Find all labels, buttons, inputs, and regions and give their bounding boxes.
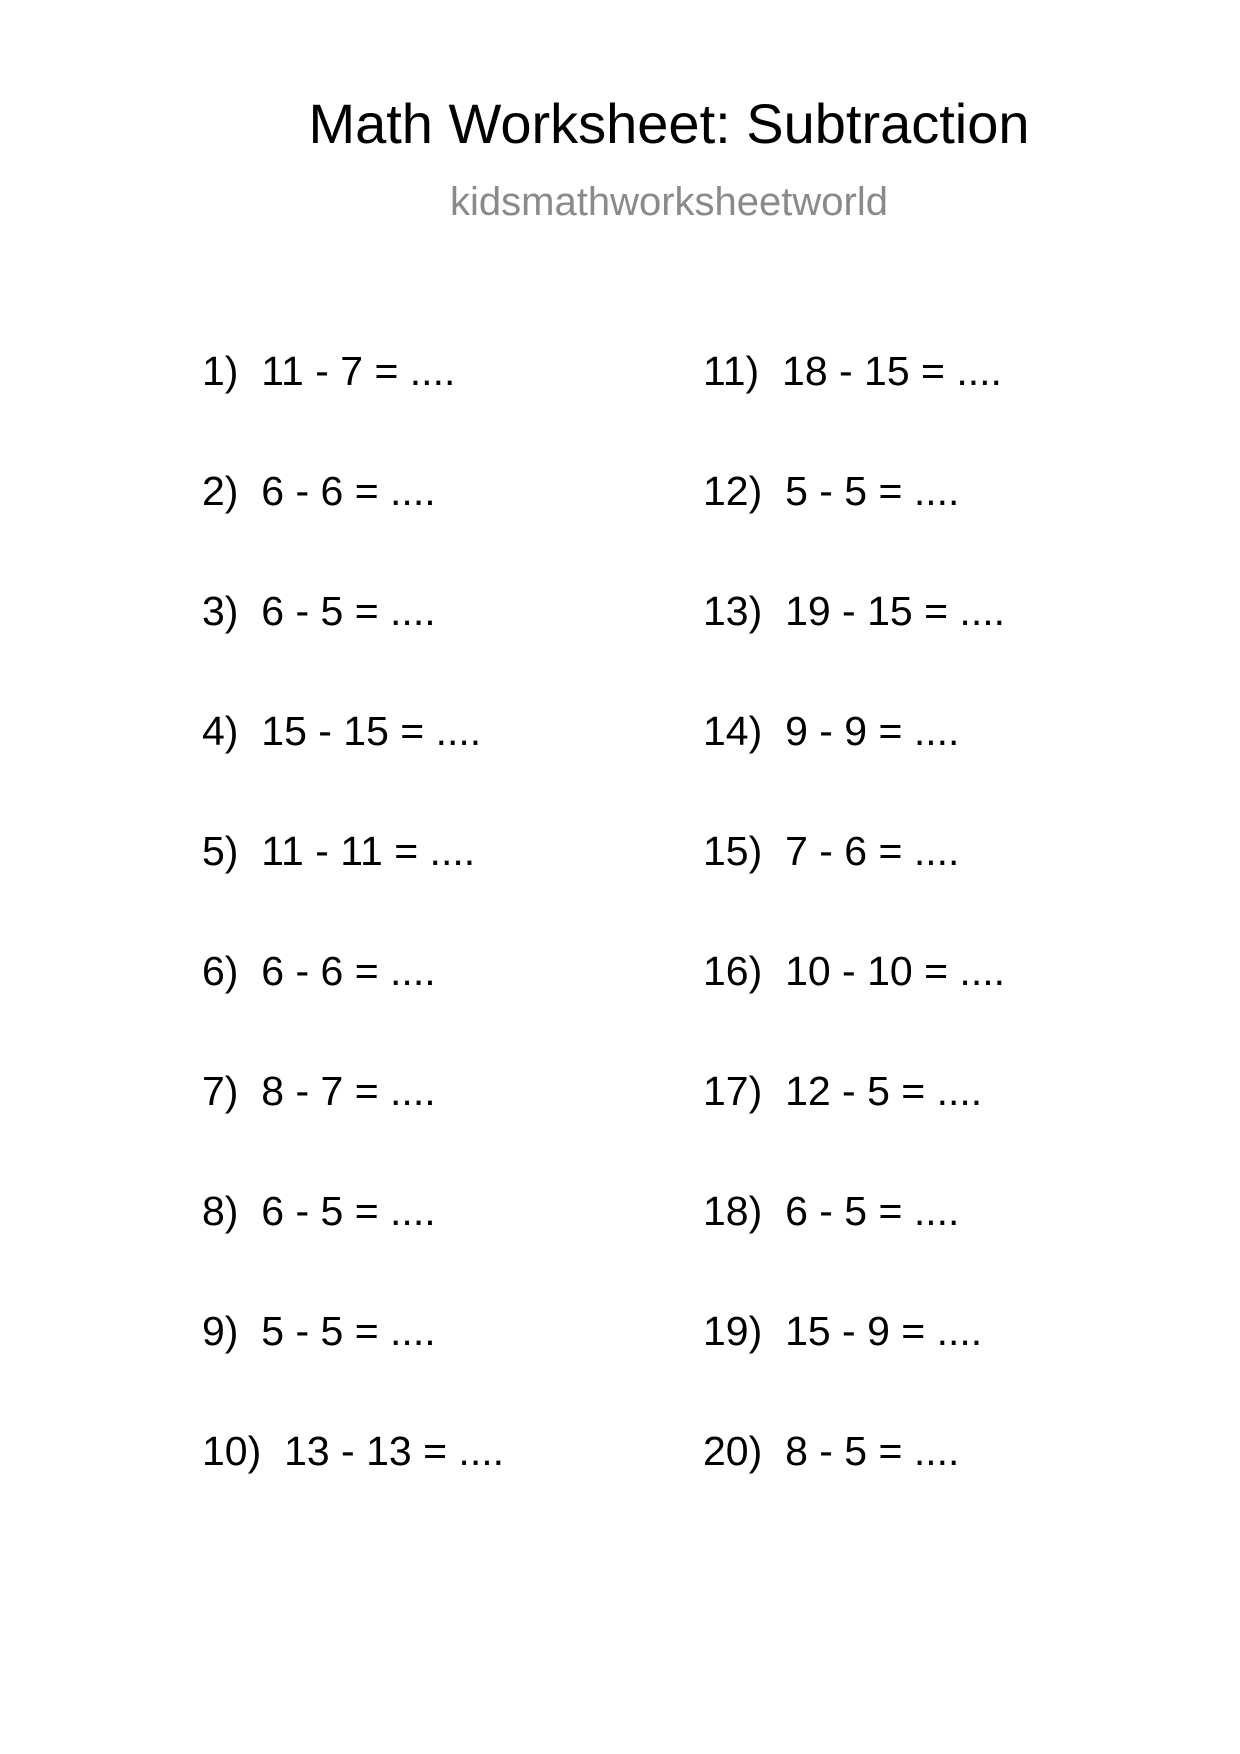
problems-column-right [703, 348, 1005, 1551]
problem-number: 15) [703, 828, 763, 874]
problem-number: 9) [202, 1308, 239, 1354]
problem-item [202, 348, 504, 471]
problem-expression: 11 - 11 = .... [261, 828, 476, 874]
problem-number: 11) [703, 348, 760, 394]
problem-number: 7) [202, 1068, 239, 1114]
problem-number: 19) [703, 1308, 763, 1354]
problem-number: 3) [202, 588, 239, 634]
problem-number: 13) [703, 588, 763, 634]
problem-expression: 15 - 15 = .... [261, 708, 482, 754]
problem-item [202, 1428, 504, 1551]
problem-item [703, 468, 1005, 591]
problem-expression: 5 - 5 = .... [261, 1308, 436, 1354]
problem-item [703, 1428, 1005, 1551]
problem-expression: 5 - 5 = .... [785, 468, 960, 514]
problem-item [202, 468, 504, 591]
problem-expression: 6 - 6 = .... [261, 468, 436, 514]
problem-number: 2) [202, 468, 239, 514]
problem-expression: 10 - 10 = .... [785, 948, 1005, 994]
problem-expression: 11 - 7 = .... [261, 348, 456, 394]
problem-item [703, 1068, 1005, 1191]
problem-item [703, 348, 1005, 471]
problem-item [703, 948, 1005, 1071]
problem-number: 14) [703, 708, 763, 754]
problem-item [202, 588, 504, 711]
problem-number: 20) [703, 1428, 763, 1474]
problem-expression: 8 - 5 = .... [785, 1428, 960, 1474]
problem-number: 17) [703, 1068, 763, 1114]
problems-column-left [202, 348, 504, 1551]
problem-item [703, 708, 1005, 831]
problem-number: 5) [202, 828, 239, 874]
problem-expression: 19 - 15 = .... [785, 588, 1005, 634]
problem-number: 1) [202, 348, 239, 394]
problem-item [202, 708, 504, 831]
problem-number: 18) [703, 1188, 763, 1234]
problem-item [703, 1308, 1005, 1431]
problem-expression: 13 - 13 = .... [284, 1428, 504, 1474]
problem-expression: 12 - 5 = .... [785, 1068, 983, 1114]
problem-item [202, 1188, 504, 1311]
problem-number: 4) [202, 708, 239, 754]
worksheet-subtitle: kidsmathworksheetworld [450, 180, 888, 224]
problem-expression: 6 - 5 = .... [261, 588, 436, 634]
problem-number: 8) [202, 1188, 239, 1234]
problem-number: 12) [703, 468, 763, 514]
problem-number: 6) [202, 948, 239, 994]
problem-expression: 6 - 5 = .... [261, 1188, 436, 1234]
problem-item [703, 828, 1005, 951]
problem-number: 10) [202, 1428, 262, 1474]
problem-item [703, 1188, 1005, 1311]
problem-expression: 15 - 9 = .... [785, 1308, 983, 1354]
problem-expression: 7 - 6 = .... [785, 828, 960, 874]
worksheet-title: Math Worksheet: Subtraction [308, 92, 1030, 155]
problem-expression: 6 - 5 = .... [785, 1188, 960, 1234]
problem-item [202, 828, 504, 951]
problem-item [202, 1068, 504, 1191]
problem-item [202, 1308, 504, 1431]
problem-item [202, 948, 504, 1071]
problem-expression: 6 - 6 = .... [261, 948, 436, 994]
problem-number: 16) [703, 948, 763, 994]
problem-expression: 18 - 15 = .... [782, 348, 1002, 394]
problem-expression: 8 - 7 = .... [261, 1068, 436, 1114]
problem-expression: 9 - 9 = .... [785, 708, 960, 754]
problem-item [703, 588, 1005, 711]
